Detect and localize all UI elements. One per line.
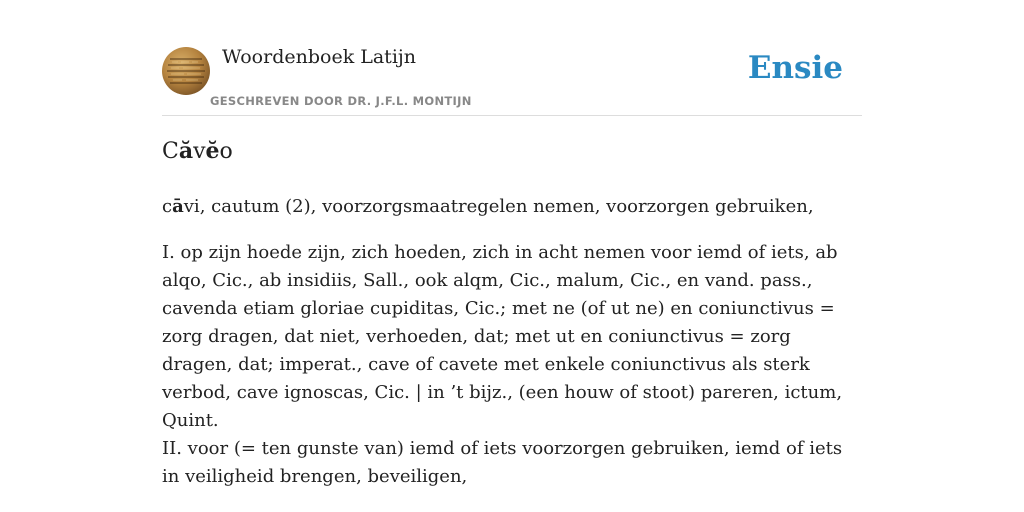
coin-inscription-icon[interactable] bbox=[162, 47, 210, 95]
entry-forms-part: c bbox=[162, 196, 173, 217]
entry-forms-vowel: ā bbox=[172, 196, 184, 217]
entry-title-part: C bbox=[162, 139, 179, 164]
brand-logo[interactable]: Ensie bbox=[747, 50, 843, 86]
author-byline: GESCHREVEN DOOR DR. J.F.L. MONTIJN bbox=[210, 94, 472, 108]
entry-title-part: o bbox=[219, 139, 233, 164]
header bbox=[162, 0, 862, 116]
entry-title bbox=[162, 138, 233, 164]
sense-2: II. voor (= ten gunste van) iemd of iets voorzorgen gebruiken, iemd of iets in veiligheid brengen, beveiligen, bbox=[162, 438, 843, 487]
entry-forms bbox=[162, 193, 814, 221]
book-title[interactable]: Woordenboek Latijn bbox=[222, 46, 417, 68]
sense-1: I. op zijn hoede zijn, zich hoeden, zich in acht nemen voor iemd of iets, ab alqo, Cic., ab insidiis, Sall., ook alqm, Cic., malum, Cic., en vand. pass., cavenda etiam gloriae cupiditas, Cic.; met ne (of ut ne) en coniunctivus = zorg dragen, dat niet, verhoeden, dat; met ut en coniunctivus = zorg dragen, dat; imperat., cave of cavete met enkele coniunctivus als sterk verbod, cave ignoscas, Cic. | in ’t bijz., (een houw of stoot) pareren, ictum, Quint. bbox=[162, 242, 843, 431]
entry-title-vowel: ĕ bbox=[205, 138, 220, 164]
page-container bbox=[162, 0, 862, 487]
entry-forms-part: vi, cautum (2), voorzorgsmaatregelen nemen, voorzorgen gebruiken, bbox=[183, 196, 814, 217]
entry-title-vowel: ă bbox=[178, 138, 194, 164]
entry-title-part: v bbox=[193, 139, 206, 164]
